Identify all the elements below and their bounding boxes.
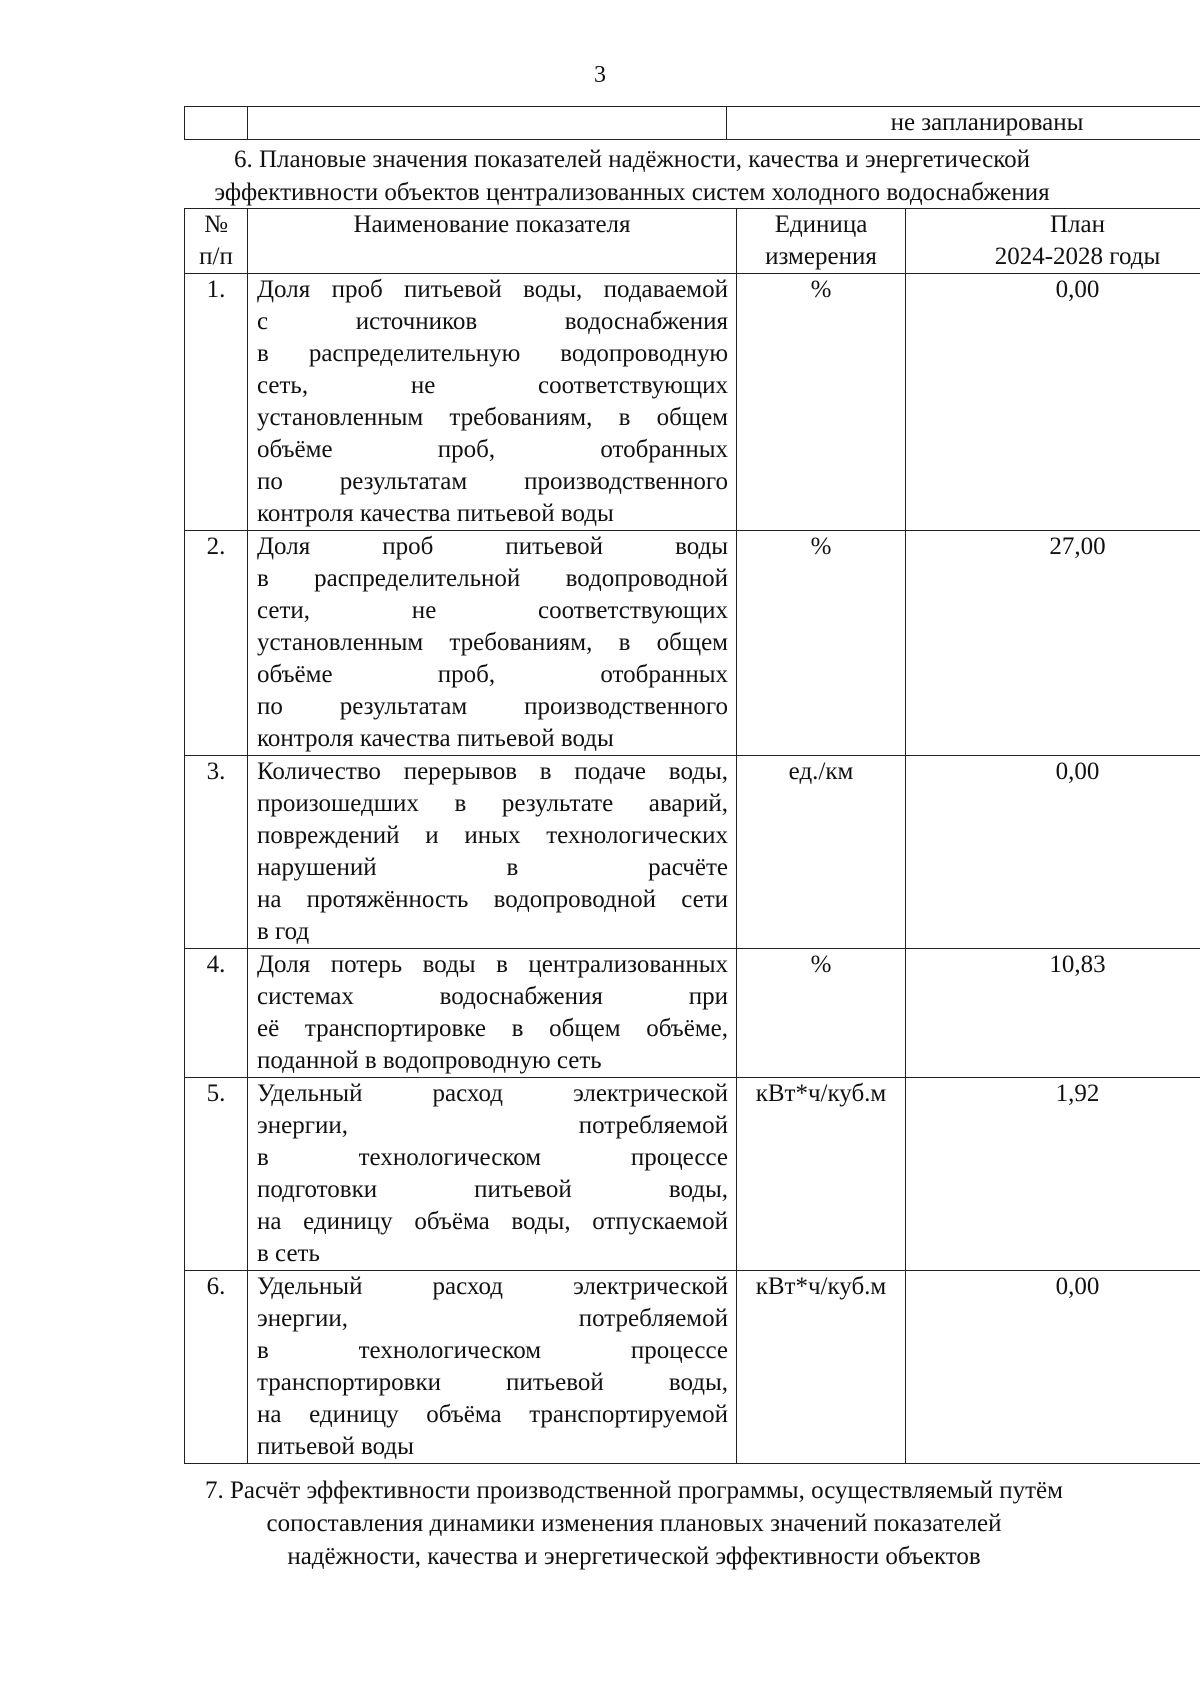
header-num-line-2: п/п <box>199 243 233 270</box>
indicator-line: по результатам производственного <box>257 468 728 495</box>
section-7-line-3: надёжности, качества и энергетической эффективности объектов <box>287 1543 981 1570</box>
row-num: 2. <box>185 531 248 756</box>
indicator-line: на протяжённость водопроводной сети <box>257 886 728 913</box>
row-unit: кВт*ч/куб.м <box>737 1271 906 1464</box>
indicator-line: установленным требованиям, в общем <box>257 404 728 431</box>
indicator-line: транспортировки питьевой воды, <box>257 1369 728 1396</box>
row-unit: % <box>737 274 906 531</box>
prev-num-cell <box>185 107 248 140</box>
indicator-line: контроля качества питьевой воды <box>257 500 614 527</box>
table-row <box>185 756 1200 949</box>
row-num: 4. <box>185 949 248 1078</box>
row-indicator-name <box>248 274 737 531</box>
indicator-line: Удельный расход электрической <box>257 1080 728 1107</box>
previous-table-continuation <box>184 106 1200 140</box>
indicator-line: в распределительной водопроводной <box>257 565 728 592</box>
table-row <box>185 949 1200 1078</box>
page-number: 3 <box>594 62 606 88</box>
table-header-row <box>185 209 1200 274</box>
indicator-line: произошедших в результате аварий, <box>257 790 728 817</box>
table-row <box>185 1271 1200 1464</box>
row-plan-value: 0,00 <box>906 274 1200 531</box>
row-num: 3. <box>185 756 248 949</box>
indicator-line: Количество перерывов в подаче воды, <box>257 758 728 785</box>
indicators-table <box>184 208 1200 1464</box>
indicator-line: энергии, потребляемой <box>257 1305 728 1332</box>
section-6-title <box>32 143 1200 209</box>
row-unit: ед./км <box>737 756 906 949</box>
indicator-line: в технологическом процессе <box>257 1144 728 1171</box>
header-plan-line-2: 2024-2028 годы <box>994 243 1161 270</box>
indicator-line: повреждений и иных технологических <box>257 822 728 849</box>
indicator-line: Доля проб питьевой воды <box>257 533 728 560</box>
header-name <box>248 209 737 274</box>
row-unit: % <box>737 531 906 756</box>
indicator-line: Удельный расход электрической <box>257 1273 728 1300</box>
table-row <box>185 1078 1200 1271</box>
section-7-title <box>34 1474 1200 1573</box>
section-7-line-1: 7. Расчёт эффективности производственной программы, осуществляемый путём <box>205 1477 1063 1504</box>
indicator-line: объёме проб, отобранных <box>257 436 728 463</box>
header-unit <box>737 209 906 274</box>
row-num: 5. <box>185 1078 248 1271</box>
row-plan-value: 27,00 <box>906 531 1200 756</box>
row-indicator-name <box>248 531 737 756</box>
indicator-line: Доля потерь воды в централизованных <box>257 951 728 978</box>
prev-unit-cell: не запланированы <box>727 107 1200 140</box>
indicator-line: в год <box>257 918 310 945</box>
indicator-line: объёме проб, отобранных <box>257 661 728 688</box>
indicator-line: поданной в водопроводную сеть <box>257 1047 602 1074</box>
indicator-line: в технологическом процессе <box>257 1337 728 1364</box>
indicator-line: сети, не соответствующих <box>257 597 728 624</box>
header-unit-line-1: Единица <box>774 211 868 238</box>
row-indicator-name <box>248 756 737 949</box>
row-unit: кВт*ч/куб.м <box>737 1078 906 1271</box>
header-unit-line-2: измерения <box>765 243 877 270</box>
indicator-line: по результатам производственного <box>257 693 728 720</box>
prev-name-cell <box>248 107 727 140</box>
indicator-line: с источников водоснабжения <box>257 308 728 335</box>
indicator-line: системах водоснабжения при <box>257 983 728 1010</box>
indicator-line: нарушений в расчёте <box>257 854 728 881</box>
section-6-line-1: 6. Плановые значения показателей надёжности, качества и энергетической <box>233 146 1031 173</box>
indicator-line: в сеть <box>257 1240 320 1267</box>
header-num-line-1: № <box>204 211 228 238</box>
indicator-line: контроля качества питьевой воды <box>257 725 614 752</box>
row-num: 6. <box>185 1271 248 1464</box>
row-indicator-name <box>248 1271 737 1464</box>
row-plan-value: 10,83 <box>906 949 1200 1078</box>
row-plan-value: 0,00 <box>906 1271 1200 1464</box>
header-name-text: Наименование показателя <box>353 211 631 238</box>
row-unit: % <box>737 949 906 1078</box>
row-plan-value: 1,92 <box>906 1078 1200 1271</box>
row-indicator-name <box>248 949 737 1078</box>
indicator-line: энергии, потребляемой <box>257 1112 728 1139</box>
indicator-line: её транспортировке в общем объёме, <box>257 1015 728 1042</box>
row-indicator-name <box>248 1078 737 1271</box>
indicator-line: сеть, не соответствующих <box>257 372 728 399</box>
row-plan-value: 0,00 <box>906 756 1200 949</box>
indicator-line: Доля проб питьевой воды, подаваемой <box>257 276 728 303</box>
row-num: 1. <box>185 274 248 531</box>
indicator-line: подготовки питьевой воды, <box>257 1176 728 1203</box>
indicator-line: в распределительную водопроводную <box>257 340 728 367</box>
section-6-line-2: эффективности объектов централизованных систем холодного водоснабжения <box>214 179 1050 206</box>
indicator-line: установленным требованиям, в общем <box>257 629 728 656</box>
indicator-line: питьевой воды <box>257 1433 414 1460</box>
indicator-line: на единицу объёма воды, отпускаемой <box>257 1208 728 1235</box>
header-plan <box>906 209 1200 274</box>
header-num <box>185 209 248 274</box>
section-7-line-2: сопоставления динамики изменения плановых значений показателей <box>266 1510 1002 1537</box>
header-plan-line-1: План <box>1049 211 1105 238</box>
table-row <box>185 274 1200 531</box>
indicator-line: на единицу объёма транспортируемой <box>257 1401 728 1428</box>
table-row <box>185 531 1200 756</box>
